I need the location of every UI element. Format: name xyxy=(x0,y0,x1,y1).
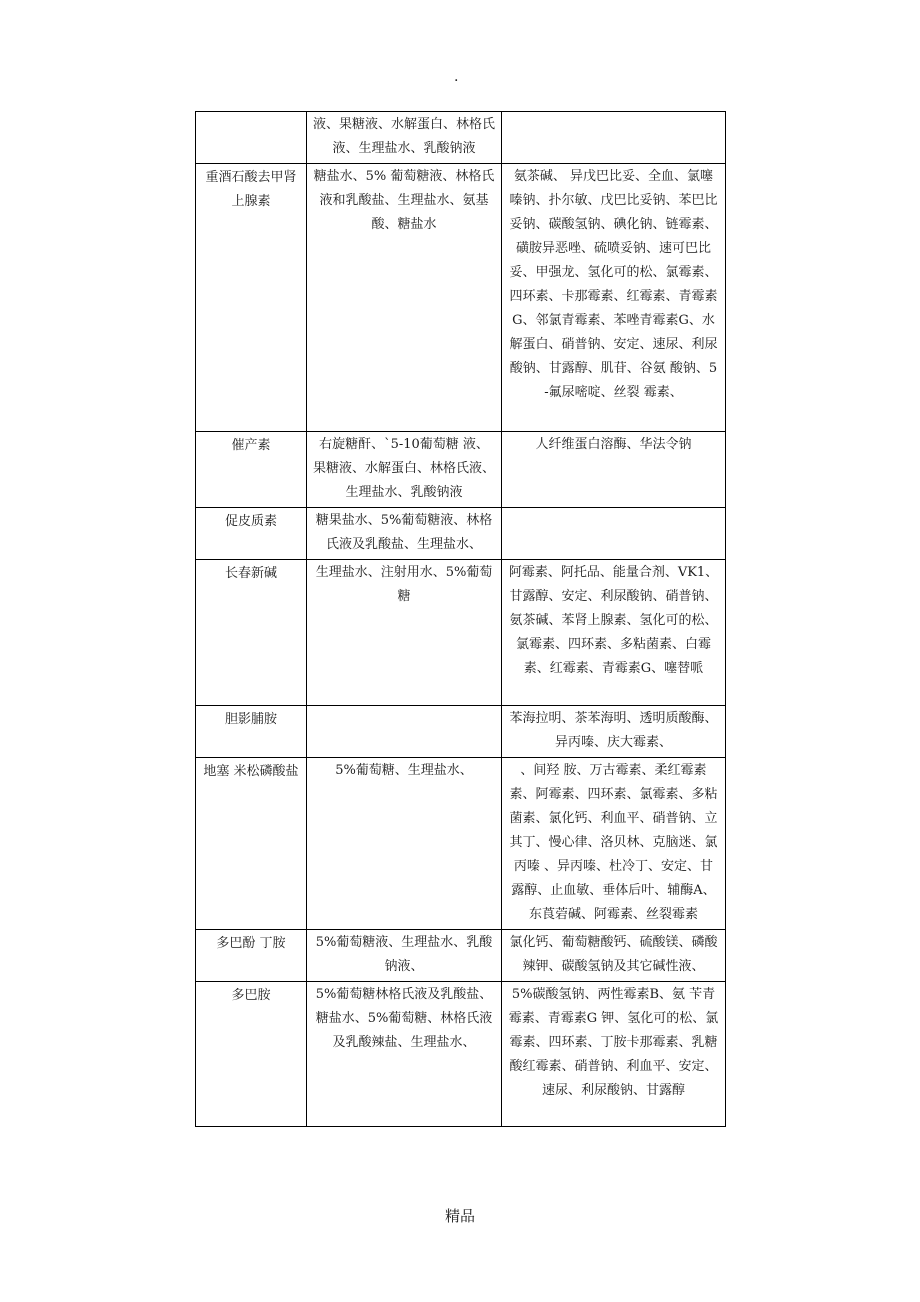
incompatible-cell: 氨茶碱、 异戊巴比妥、全血、氯噻嗪钠、扑尔敏、戊巴比妥钠、苯巴比妥钠、碳酸氢钠、碘化钠、链霉素、磺胺异恶唑、硫喷妥钠、速可巴比妥、甲强龙、氢化可的松、氯霉素、四环素、卡那霉素、红霉素、青霉素G、邻氯青霉素、苯唑青霉素G、水解蛋白、硝普钠、安定、速尿、利尿酸钠、甘露醇、肌苷、谷氨 酸钠、5-氟尿嘧啶、丝裂 霉素、 xyxy=(502,164,726,432)
incompatible-cell xyxy=(502,112,726,164)
table-row xyxy=(196,706,726,758)
compatible-cell: 5%葡萄糖液、生理盐水、乳酸钠液、 xyxy=(307,930,502,982)
incompatible-cell: 人纤维蛋白溶酶、华法令钠 xyxy=(502,432,726,508)
drug-name-cell: 多巴胺 xyxy=(196,982,307,1127)
incompatible-cell: 氯化钙、葡萄糖酸钙、硫酸镁、磷酸辣钾、碳酸氢钠及其它碱性液、 xyxy=(502,930,726,982)
compatible-cell: 生理盐水、注射用水、5%葡萄糖 xyxy=(307,560,502,706)
drug-name-cell: 长春新碱 xyxy=(196,560,307,706)
table-row xyxy=(196,432,726,508)
drug-name-cell: 地塞 米松磷酸盐 xyxy=(196,758,307,930)
drug-name-cell: 重酒石酸去甲肾上腺素 xyxy=(196,164,307,432)
compatible-cell: 5%葡萄糖、生理盐水、 xyxy=(307,758,502,930)
incompatible-cell: 阿霉素、阿托品、能量合剂、VK1、甘露醇、安定、利尿酸钠、硝普钠、氨茶碱、苯肾上腺素、氢化可的松、氯霉素、四环素、多粘菌素、白霉素、红霉素、青霉素G、噻替哌 xyxy=(502,560,726,706)
compatibility-table xyxy=(195,111,726,1127)
table-row xyxy=(196,560,726,706)
incompatible-cell: 苯海拉明、茶苯海明、透明质酸酶、异丙嗪、庆大霉素、 xyxy=(502,706,726,758)
compatible-cell: 液、果糖液、水解蛋白、林格氏液、生理盐水、乳酸钠液 xyxy=(307,112,502,164)
table-row xyxy=(196,930,726,982)
compatible-cell: 糖盐水、5% 葡萄糖液、林格氏液和乳酸盐、生理盐水、氨基酸、糖盐水 xyxy=(307,164,502,432)
drug-name-cell: 催产素 xyxy=(196,432,307,508)
footer-text: 精品 xyxy=(444,1207,475,1225)
table-row xyxy=(196,982,726,1127)
table-row xyxy=(196,508,726,560)
drug-name-cell: 多巴酚 丁胺 xyxy=(196,930,307,982)
table-row xyxy=(196,164,726,432)
incompatible-cell xyxy=(502,508,726,560)
incompatible-cell: 、间羟 胺、万古霉素、柔红霉素素、阿霉素、四环素、氯霉素、多粘菌素、氯化钙、利血平、硝普钠、立其丁、慢心律、洛贝林、克脑迷、氯丙嗪 、异丙嗪、杜冷丁、安定、甘露醇、止血敏、垂体后叶、辅酶A、东莨菪碱、阿霉素、丝裂霉素 xyxy=(502,758,726,930)
table-row xyxy=(196,112,726,164)
drug-name-cell: 促皮质素 xyxy=(196,508,307,560)
compatible-cell: 5%葡萄糖林格氏液及乳酸盐、糖盐水、5%葡萄糖、林格氏液及乳酸辣盐、生理盐水、 xyxy=(307,982,502,1127)
drug-name-cell xyxy=(196,112,307,164)
compatible-cell: 右旋糖酐、`5-10葡萄糖 液、果糖液、水解蛋白、林格氏液、生理盐水、乳酸钠液 xyxy=(307,432,502,508)
incompatible-cell: 5%碳酸氢钠、两性霉素B、氨 苄青霉素、青霉素G 钾、氢化可的松、氯霉素、四环素、丁胺卡那霉素、乳糖酸红霉素、硝普钠、利血平、安定、速尿、利尿酸钠、甘露醇 xyxy=(502,982,726,1127)
compatible-cell: 糖果盐水、5%葡萄糖液、林格氏液及乳酸盐、生理盐水、 xyxy=(307,508,502,560)
header-mark: . xyxy=(454,69,459,85)
compatible-cell xyxy=(307,706,502,758)
table-row xyxy=(196,758,726,930)
drug-name-cell: 胆影脯胺 xyxy=(196,706,307,758)
